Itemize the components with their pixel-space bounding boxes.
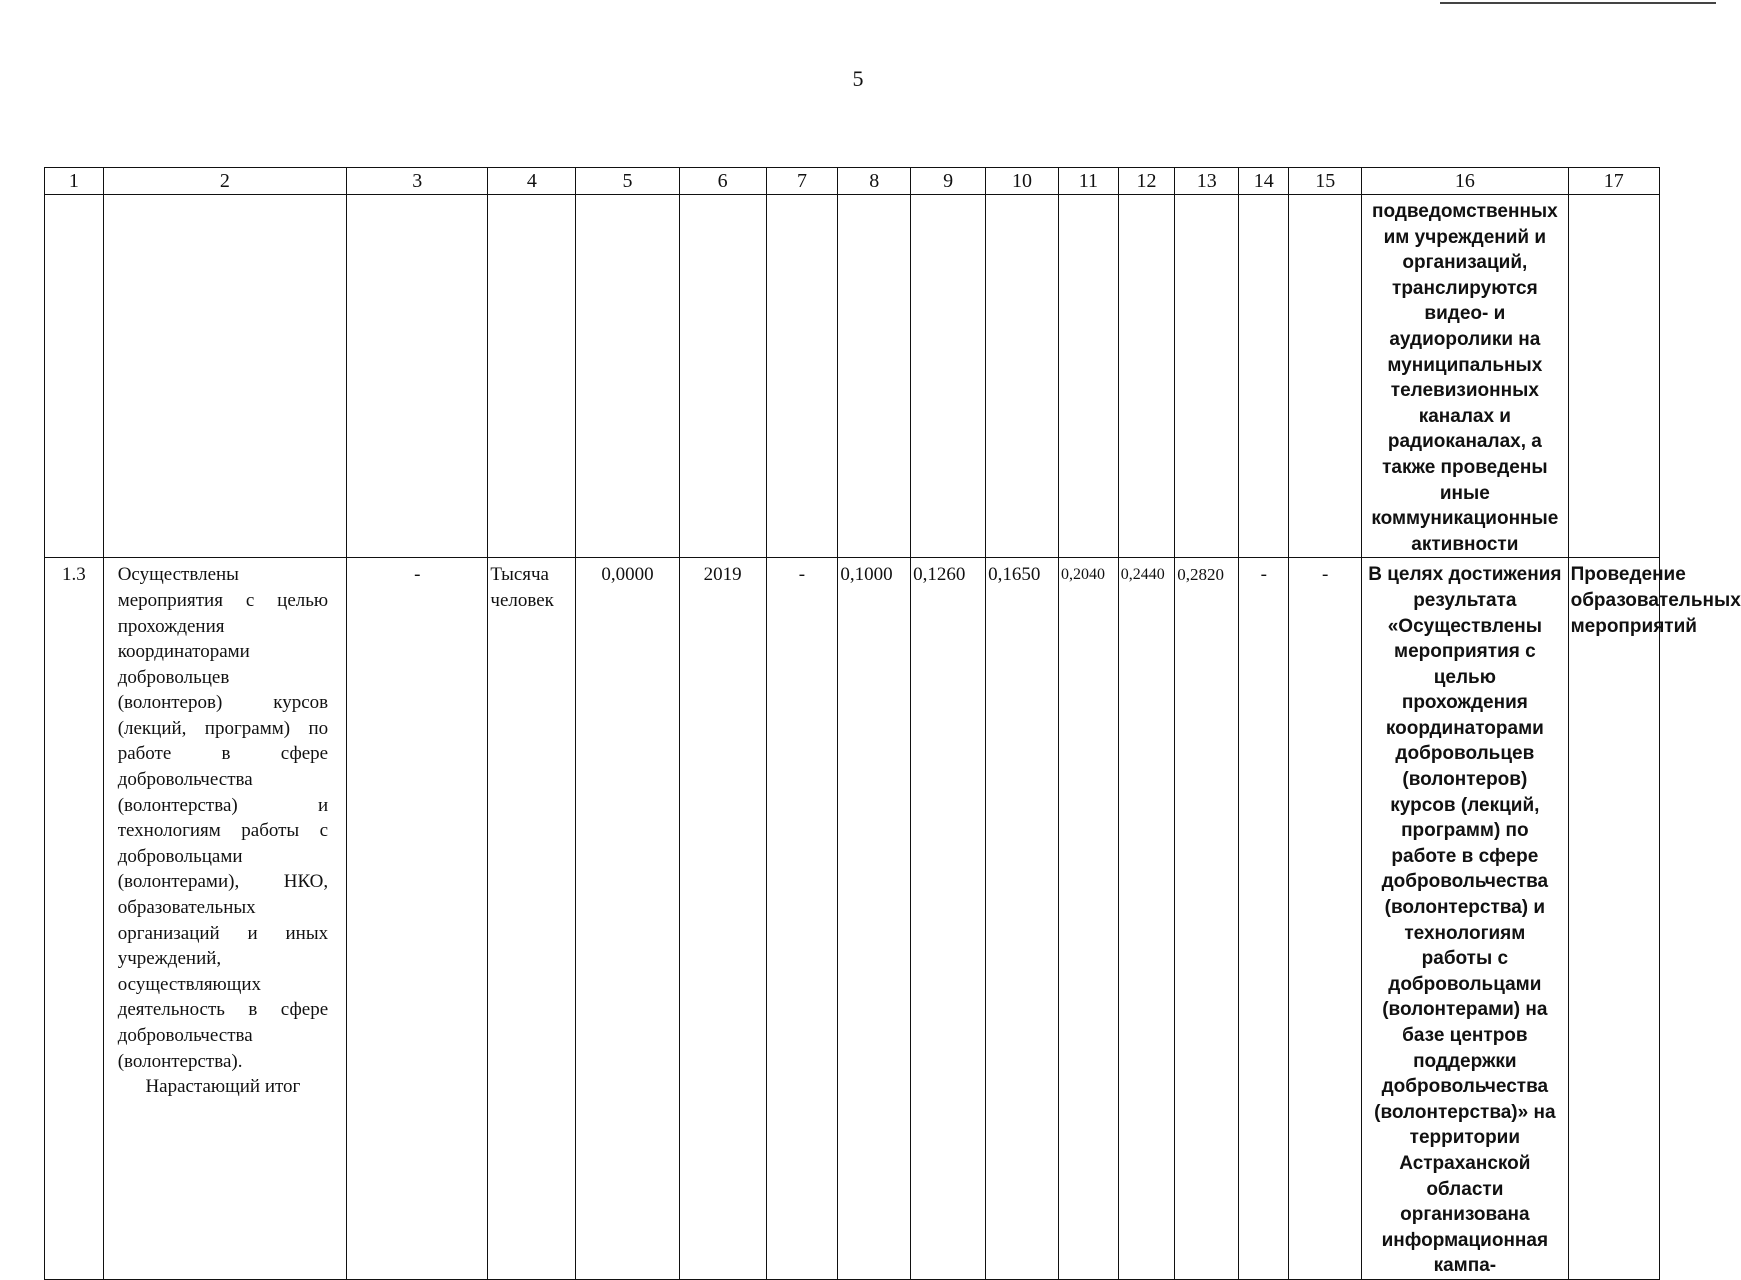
base-value: 0,0000 bbox=[576, 558, 679, 1280]
info-campaign-text: В целях достижения результата «Осуществлены мероприятия с целью прохождения координаторами добровольцев (волонтеров) курсов (лекций, программ) по работе в сфере добровольчества (волонтерства) и технологиям работы с добровольцами (волонтерами) на базе центров поддержки добровольчества (волонтерства)» на территории Астраханской области организована информационная кампа- bbox=[1362, 558, 1568, 1280]
cont-cell-1 bbox=[45, 195, 104, 558]
col-header-9: 9 bbox=[911, 168, 986, 195]
cont-cell-16-text: подведомственных им учреждений и организаций, транслируются видео- и аудиоролики на муниципальных телевизионных каналах и радиоканалах, а также проведены иные коммуникационные активности bbox=[1362, 195, 1568, 558]
col-header-10: 10 bbox=[986, 168, 1059, 195]
cont-cell-6 bbox=[679, 195, 766, 558]
col-header-12: 12 bbox=[1118, 168, 1175, 195]
unit-of-measure: Тысяча человек bbox=[488, 558, 576, 1280]
result-description-cell bbox=[103, 558, 346, 1280]
continuation-row bbox=[45, 195, 1660, 558]
cont-cell-4 bbox=[488, 195, 576, 558]
value-col11: 0,2040 bbox=[1058, 558, 1118, 1280]
col-header-8: 8 bbox=[838, 168, 911, 195]
col-header-2: 2 bbox=[103, 168, 346, 195]
column-number-row bbox=[45, 168, 1660, 195]
col-header-15: 15 bbox=[1289, 168, 1362, 195]
cont-cell-5 bbox=[576, 195, 679, 558]
indicators-table bbox=[44, 167, 1741, 1280]
value-col12: 0,2440 bbox=[1118, 558, 1175, 1280]
col-header-17: 17 bbox=[1568, 168, 1659, 195]
col-header-4: 4 bbox=[488, 168, 576, 195]
cont-cell-13 bbox=[1175, 195, 1239, 558]
col-header-16: 16 bbox=[1362, 168, 1568, 195]
event-type-text: Проведение образовательных мероприятий bbox=[1568, 558, 1659, 1280]
cont-cell-11 bbox=[1058, 195, 1118, 558]
col-header-3: 3 bbox=[347, 168, 488, 195]
cont-cell-15 bbox=[1289, 195, 1362, 558]
value-col15: - bbox=[1289, 558, 1362, 1280]
top-edge-line bbox=[1440, 2, 1716, 4]
cont-cell-9 bbox=[911, 195, 986, 558]
table-row-1-3 bbox=[45, 558, 1660, 1280]
cont-cell-3 bbox=[347, 195, 488, 558]
result-description-note: Нарастающий итог bbox=[145, 1076, 301, 1098]
cont-cell-12 bbox=[1118, 195, 1175, 558]
cont-cell-10 bbox=[986, 195, 1059, 558]
col-header-7: 7 bbox=[766, 168, 838, 195]
result-description: Осуществлены мероприятия с целью прохождения координаторами добровольцев (волонтеров) курсов (лекций, программ) по работе в сфере добровольчества (волонтерства) и технологиям работы с добровольцами (волонтерами), НКО, образовательных организаций и иных учреждений, осуществляющих деятельность в сфере добровольчества (волонтерства). bbox=[117, 564, 329, 1072]
value-col10: 0,1650 bbox=[986, 558, 1059, 1280]
col-header-13: 13 bbox=[1175, 168, 1239, 195]
col3-value: - bbox=[347, 558, 488, 1280]
row-number: 1.3 bbox=[45, 558, 104, 1280]
page-number: 5 bbox=[852, 66, 864, 91]
cont-cell-17 bbox=[1568, 195, 1659, 558]
col-header-14: 14 bbox=[1239, 168, 1289, 195]
value-col13: 0,2820 bbox=[1175, 558, 1239, 1280]
base-year: 2019 bbox=[679, 558, 766, 1280]
cont-cell-7 bbox=[766, 195, 838, 558]
value-col14: - bbox=[1239, 558, 1289, 1280]
col7-value: - bbox=[766, 558, 838, 1280]
value-col9: 0,1260 bbox=[911, 558, 986, 1280]
value-col8: 0,1000 bbox=[838, 558, 911, 1280]
cont-cell-14 bbox=[1239, 195, 1289, 558]
col-header-11: 11 bbox=[1058, 168, 1118, 195]
cont-cell-8 bbox=[838, 195, 911, 558]
col-header-6: 6 bbox=[679, 168, 766, 195]
cont-cell-2 bbox=[103, 195, 346, 558]
col-header-1: 1 bbox=[45, 168, 104, 195]
col-header-5: 5 bbox=[576, 168, 679, 195]
